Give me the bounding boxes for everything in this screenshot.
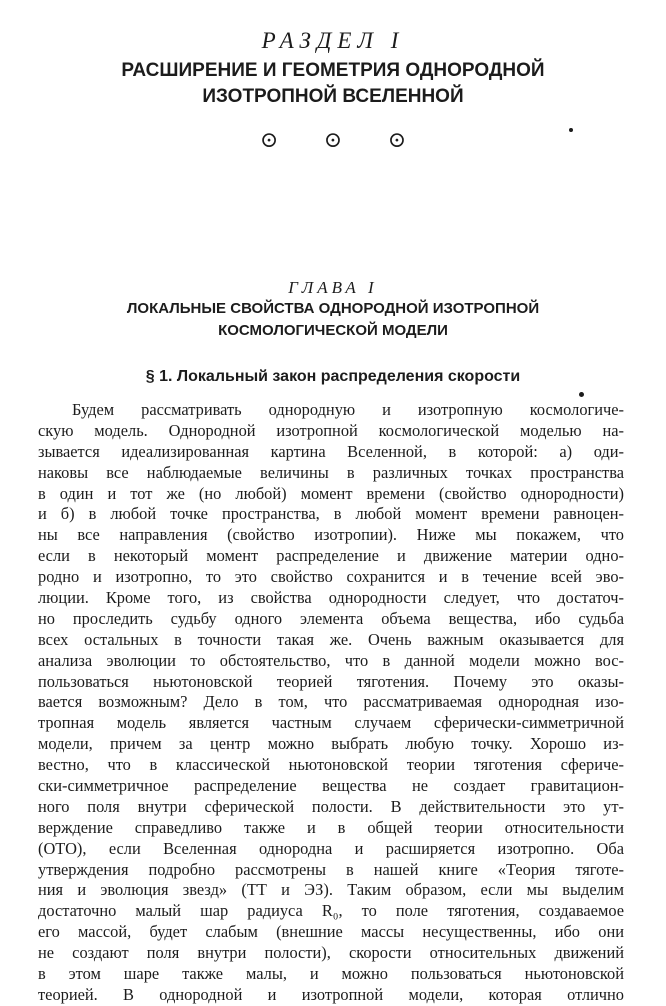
body-line: теорией. В однородной и изотропной модели, которая отлично bbox=[38, 984, 624, 1004]
body-line: утверждения подробно рассмотрены в нашей книге «Теория тяготе- bbox=[38, 859, 624, 879]
body-line: тропная модель является частным случаем сферически-симметричной bbox=[38, 713, 624, 733]
body-line: родно и изотропно, то это свойство сохранится и в течение всей эво- bbox=[38, 567, 624, 587]
body-line: и б) в любой точке пространства, в любой момент времени равноцен- bbox=[38, 504, 624, 524]
body-line: ны все направления (свойство изотропии). Ниже мы покажем, что bbox=[38, 525, 624, 545]
chapter-title bbox=[60, 298, 606, 342]
body-line: достаточно малый шар радиуса R₀, то поле тяготения, создаваемое bbox=[38, 901, 624, 921]
chapter-label: ГЛАВА I bbox=[288, 278, 378, 297]
body-line: (ОТО), если Вселенная однородна и расширяется изотропно. Оба bbox=[38, 838, 624, 858]
body-line: люции. Кроме того, из свойства однородности следует, что достаточ- bbox=[38, 588, 624, 608]
section-title-line: ИЗОТРОПНОЙ ВСЕЛЕННОЙ bbox=[202, 86, 464, 107]
ink-speck bbox=[569, 128, 573, 132]
body-line: в этом шаре также малы, и можно пользоваться ньютоновской bbox=[38, 964, 624, 984]
chapter-title-line: ЛОКАЛЬНЫЕ СВОЙСТВА ОДНОРОДНОЙ ИЗОТРОПНОЙ bbox=[126, 300, 540, 317]
paragraph-heading: § 1. Локальный закон распределения скорости bbox=[145, 368, 521, 385]
body-line: скую модель. Однородной изотропной космологической моделью на- bbox=[38, 420, 624, 440]
body-line: пользоваться ньютоновской теорией тяготения. Почему это оказы- bbox=[38, 671, 624, 691]
body-line: анализа эволюции то обстоятельство, что в данной модели можно вос- bbox=[38, 650, 624, 670]
body-line: если в некоторый момент распределение и движение материи одно- bbox=[38, 546, 624, 566]
body-line: всех остальных в точности такая же. Очень важным оказывается для bbox=[38, 629, 624, 649]
section-title bbox=[60, 58, 606, 110]
body-line: не создают поля внутри полости), скорости относительных движений bbox=[38, 943, 624, 963]
body-line: ски-симметричное распределение вещества не создает гравитацион- bbox=[38, 776, 624, 796]
section-title-line: РАСШИРЕНИЕ И ГЕОМЕТРИЯ ОДНОРОДНОЙ bbox=[121, 60, 545, 81]
body-line: в один и тот же (но любой) момент времени (свойство однородности) bbox=[38, 483, 624, 503]
chapter-title-line: КОСМОЛОГИЧЕСКОЙ МОДЕЛИ bbox=[218, 322, 448, 339]
section-label: РАЗДЕЛ I bbox=[261, 28, 405, 53]
body-line: ного поля внутри сферической полости. В действительности это ут- bbox=[38, 796, 624, 816]
body-line: модели, причем за центр можно выбрать любую точку. Хорошо из- bbox=[38, 734, 624, 754]
body-line: вестно, что в классической ньютоновской теории тяготения сфериче- bbox=[38, 755, 624, 775]
ornament-divider: ⊙ ⊙ ⊙ bbox=[259, 127, 427, 152]
ink-speck bbox=[579, 392, 584, 397]
body-line: Будем рассматривать однородную и изотропную космологиче- bbox=[72, 400, 624, 419]
body-line: верждение справедливо также и в общей теории относительности bbox=[38, 817, 624, 837]
body-text bbox=[38, 400, 624, 1006]
body-line: ния и эволюция звезд» (ТТ и ЭЗ). Таким образом, если мы выделим bbox=[38, 880, 624, 900]
body-line: наковы все наблюдаемые величины в различных точках пространства bbox=[38, 462, 624, 482]
body-line: но проследить судьбу одного элемента объема вещества, ибо судьба bbox=[38, 608, 624, 628]
body-line: его массой, будет слабым (внешние массы несущественны, ибо они bbox=[38, 922, 624, 942]
body-line: зывается идеализированная картина Вселенной, в которой: а) оди- bbox=[38, 441, 624, 461]
body-line: вается возможным? Дело в том, что рассматриваемая однородная изо- bbox=[38, 692, 624, 712]
